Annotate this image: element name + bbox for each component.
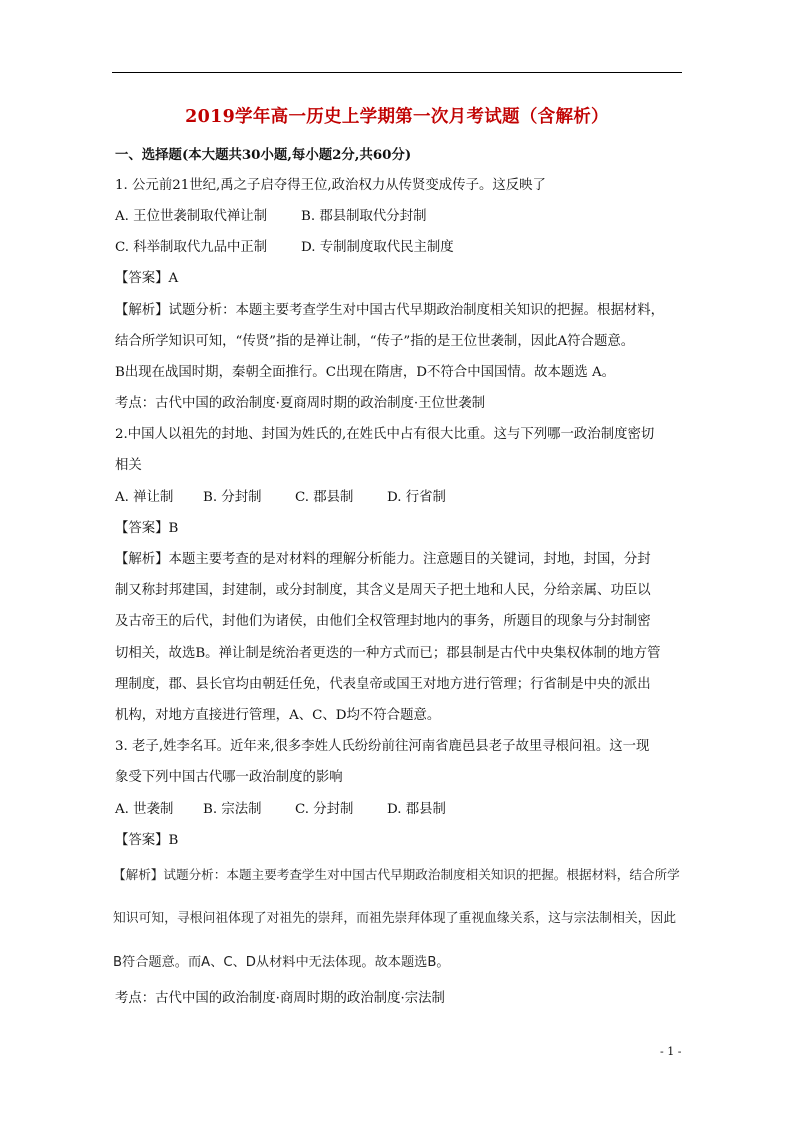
q1-answer: 【答案】A — [115, 271, 179, 286]
q1-option-c: C. 科举制取代九品中正制 — [115, 240, 268, 255]
q1-analysis-line: 结合所学知识可知，“传贤”指的是禅让制，“传子”指的是王位世袭制，因此A符合题意。 — [115, 334, 635, 349]
page-number: - 1 - — [660, 1045, 682, 1058]
q1-stem: 1. 公元前21世纪,禹之子启夺得王位,政治权力从传贤变成传子。这反映了 — [115, 178, 546, 193]
q2-analysis-line: 理制度，郡、县长官均由朝廷任免，代表皇帝或国王对地方进行管理；行省制是中央的派出 — [115, 677, 651, 692]
q3-option-a: A. 世袭制 — [115, 802, 174, 817]
q3-analysis-line: 知识可知，寻根问祖体现了对祖先的崇拜，而祖先崇拜体现了重视血缘关系，这与宗法制相关，因此 — [113, 911, 677, 926]
q2-stem: 2.中国人以祖先的封地、封国为姓氏的,在姓氏中占有很大比重。这与下列哪一政治制度密切 — [115, 427, 655, 442]
q3-options — [115, 801, 446, 819]
q2-option-d: D. 行省制 — [387, 490, 446, 505]
q3-option-c: C. 分封制 — [295, 802, 354, 817]
q3-analysis-line: 【解析】试题分析：本题主要考查学生对中国古代早期政治制度相关知识的把握。根据材料，结合所学 — [113, 867, 680, 882]
q1-option-a: A. 王位世袭制取代禅让制 — [115, 209, 268, 224]
q3-analysis-line: B符合题意。而A、C、D从材料中无法体现。故本题选B。 — [113, 955, 450, 970]
q3-option-b: B. 宗法制 — [203, 802, 262, 817]
q2-answer: 【答案】B — [115, 521, 179, 536]
header-rule — [112, 72, 682, 73]
q2-analysis-line: 及古帝王的后代，封他们为诸侯，由他们全权管理封地内的事务，所题目的现象与分封制密 — [115, 614, 651, 629]
q2-stem-continued: 相关 — [115, 458, 142, 473]
q1-options-row-1 — [115, 208, 426, 226]
q3-stem: 3. 老子,姓李名耳。近年来,很多李姓人氏纷纷前往河南省鹿邑县老子故里寻根问祖。这一现 — [115, 739, 650, 754]
q2-analysis-line: 制又称封邦建国，封建制，或分封制度，其含义是周天子把土地和人民，分给亲属、功臣以 — [115, 583, 651, 598]
q3-knowledge-point: 考点：古代中国的政治制度·商周时期的政治制度·宗法制 — [115, 991, 445, 1006]
q2-analysis-line: 切相关，故选B。禅让制是统治者更迭的一种方式而已；郡县制是古代中央集权体制的地方管 — [115, 646, 661, 661]
section-heading: 一、选择题(本大题共30小题,每小题2分,共60分) — [115, 147, 412, 163]
q2-analysis-line: 【解析】本题主要考查的是对材料的理解分析能力。注意题目的关键词，封地，封国，分封 — [115, 552, 651, 567]
q1-analysis-line: 【解析】试题分析：本题主要考查学生对中国古代早期政治制度相关知识的把握。根据材料， — [115, 303, 665, 318]
q1-knowledge-point: 考点：古代中国的政治制度·夏商周时期的政治制度·王位世袭制 — [115, 396, 486, 411]
q3-option-d: D. 郡县制 — [387, 802, 446, 817]
q1-options-row-2 — [115, 239, 454, 257]
q2-option-c: C. 郡县制 — [295, 490, 354, 505]
page-title: 2019学年高一历史上学期第一次月考试题（含解析） — [185, 107, 609, 127]
q2-analysis-line: 机构，对地方直接进行管理，A、C、D均不符合题意。 — [115, 708, 441, 723]
q2-option-a: A. 禅让制 — [115, 490, 174, 505]
q1-analysis-line: B出现在战国时期，秦朝全面推行。C出现在隋唐，D不符合中国国情。故本题选 A。 — [115, 365, 616, 380]
q2-option-b: B. 分封制 — [203, 490, 262, 505]
q1-option-b: B. 郡县制取代分封制 — [301, 209, 427, 224]
q3-stem-continued: 象受下列中国古代哪一政治制度的影响 — [115, 770, 343, 785]
q3-answer: 【答案】B — [115, 833, 179, 848]
q2-options — [115, 489, 446, 507]
q1-option-d: D. 专制制度取代民主制度 — [301, 240, 454, 255]
